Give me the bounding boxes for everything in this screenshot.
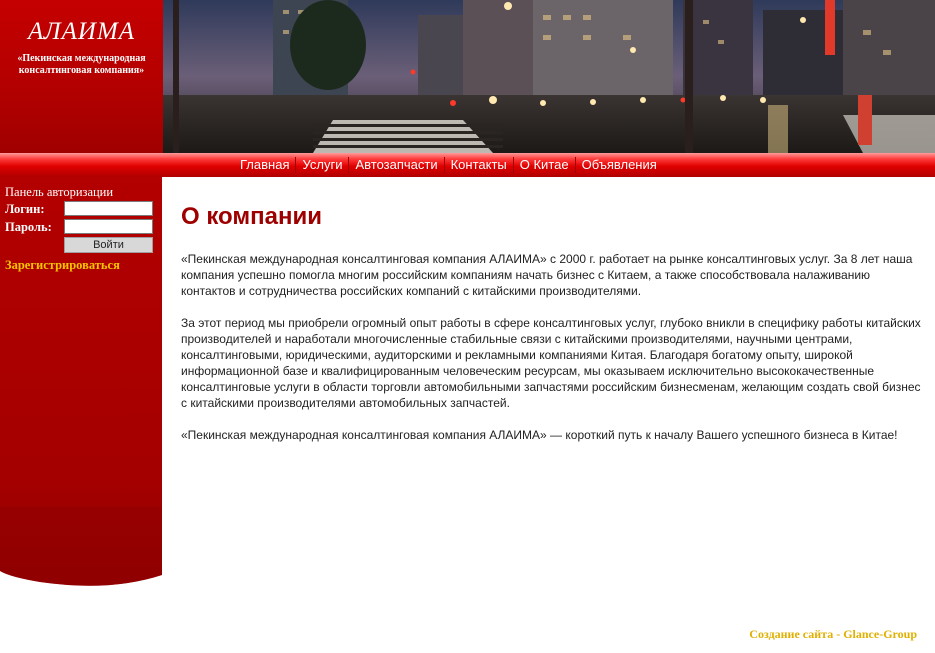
nav-item-announcements[interactable]: Объявления: [581, 157, 657, 172]
auth-panel-title: Панель авторизации: [5, 185, 114, 199]
nav-item-home[interactable]: Главная: [240, 157, 290, 172]
nav-item-services[interactable]: Услуги: [302, 157, 343, 172]
paragraph: За этот период мы приобрели огромный опыт работы в сфере консалтинговых услуг, глубоко вникли в специфику работы китайских производителей и наработали многочисленные стабильные связи с китайскими производителями, научными центрами, консалтинговыми, юридическими, аудиторскими и рекламными компаниями Китая. Благодаря богатому опыту, широкой информационной базе и квалифицированным человеческим ресурсам, мы оказываем исключительно высококачественные консалтинговые услуги в области торговли автомобильными запчастями российским бизнесменам, желающим создать свой бизнес с китайскими производителями автомобильных запчастей.: [181, 316, 921, 410]
logo-block[interactable]: [0, 0, 163, 153]
password-input[interactable]: [64, 219, 153, 234]
password-label: Пароль:: [5, 220, 52, 234]
main-content: [181, 203, 921, 459]
main-nav: [234, 153, 663, 177]
header: [0, 0, 935, 153]
sidebar: [0, 177, 162, 587]
nav-item-autoparts[interactable]: Автозапчасти: [355, 157, 438, 172]
nav-item-about-china[interactable]: О Китае: [519, 157, 569, 172]
header-city-photo: [163, 0, 935, 153]
footer-credit-link[interactable]: Создание сайта - Glance-Group: [749, 627, 917, 641]
register-link[interactable]: Зарегистрироваться: [5, 258, 120, 272]
paragraph: «Пекинская международная консалтинговая компания АЛАИМА» с 2000 г. работает на рынке консалтинговых услуг. За 8 лет наша компания успешно помогла многим российским компаниям начать бизнес с Китаем, а также способствовала налаживанию контактов и сотрудничества российских компаний с китайскими производителями.: [181, 252, 913, 298]
page-title: О компании: [181, 203, 322, 230]
login-label: Логин:: [5, 202, 45, 216]
logo-subtitle: «Пекинская международная консалтинговая компания»: [17, 53, 146, 76]
main-nav-bar: [0, 153, 935, 177]
logo-title: АЛАИМА: [27, 18, 136, 45]
nav-item-contacts[interactable]: Контакты: [450, 157, 507, 172]
paragraph: «Пекинская международная консалтинговая компания АЛАИМА» — короткий путь к началу Вашего успешного бизнеса в Китае!: [181, 428, 898, 442]
login-button[interactable]: Войти: [64, 237, 153, 253]
login-input[interactable]: [64, 201, 153, 216]
